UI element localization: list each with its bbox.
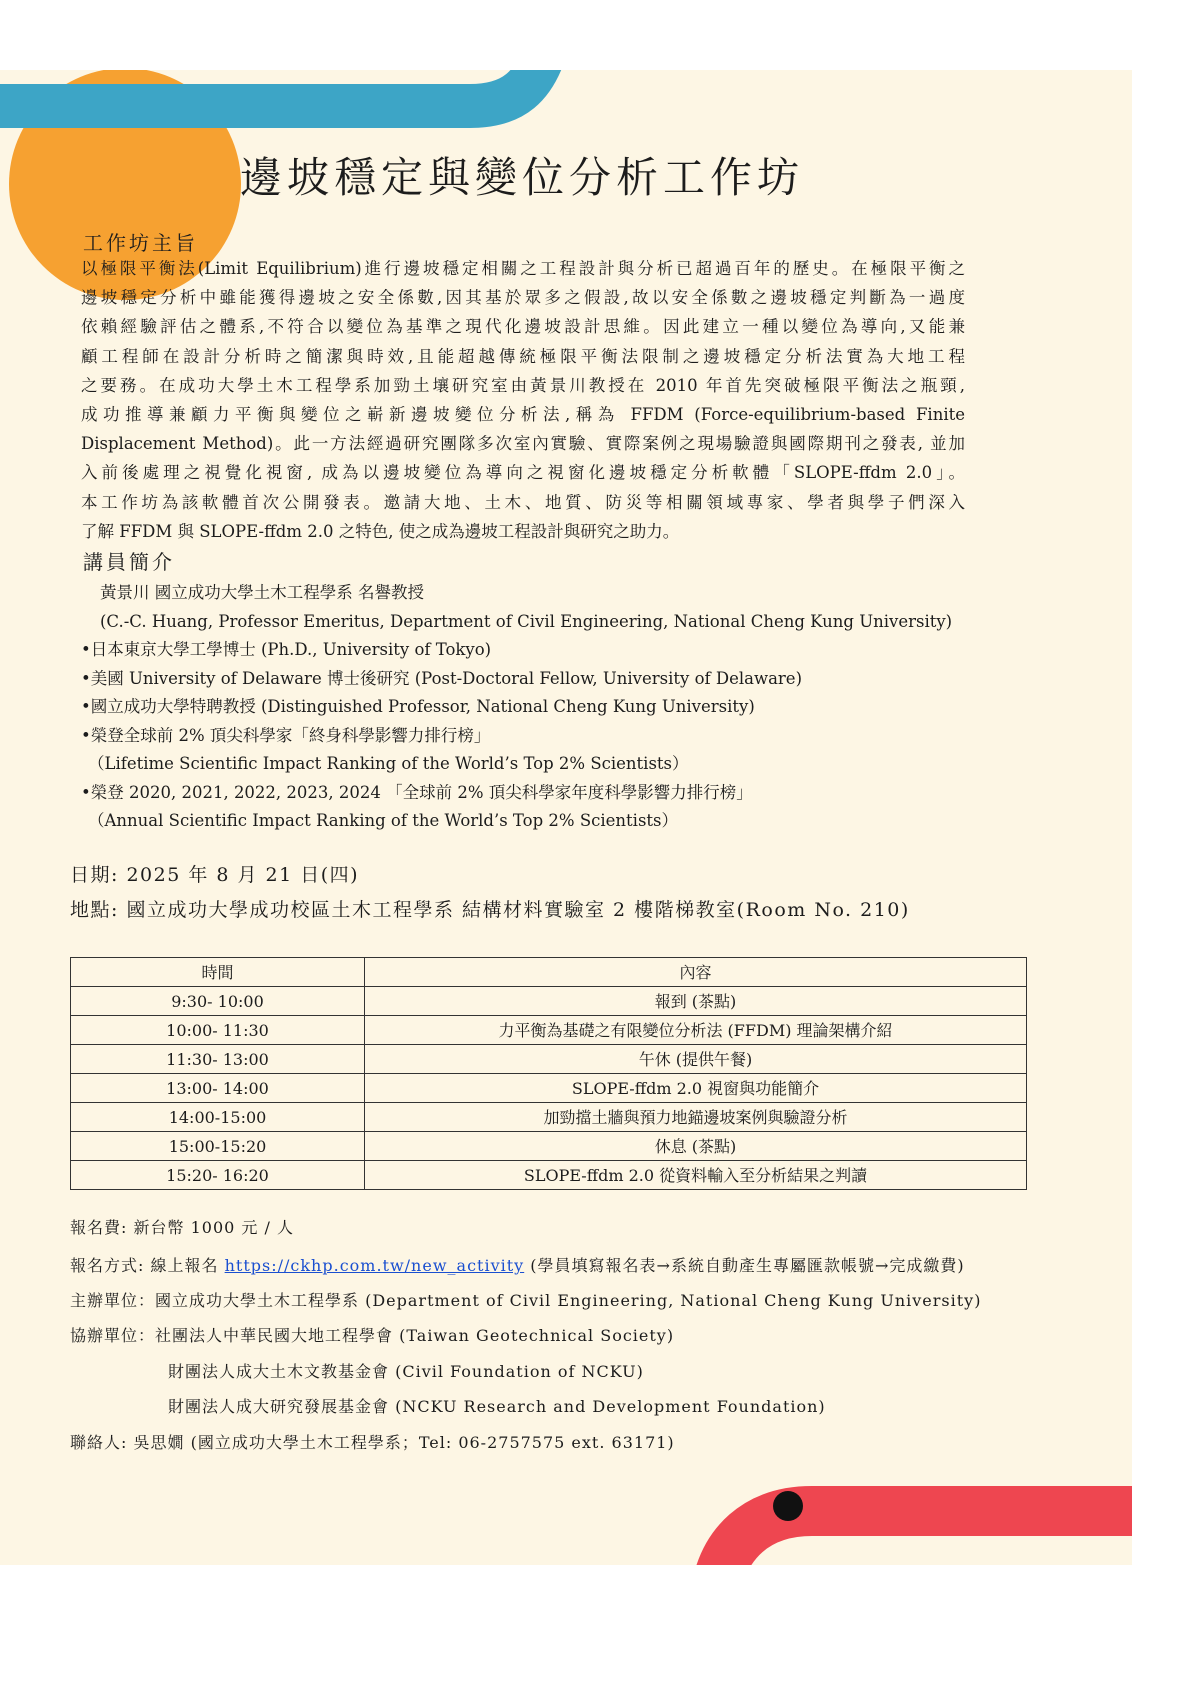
speaker-credential-note: （Lifetime Scientific Impact Ranking of the World’s Top 2% Scientists） [88, 754, 689, 773]
schedule-content: SLOPE-ffdm 2.0 視窗與功能簡介 [365, 1074, 1027, 1103]
schedule-time: 13:00- 14:00 [71, 1074, 365, 1103]
co-organizer-item: 財團法人成大研究發展基金會 (NCKU Research and Development Foundation) [168, 1397, 826, 1416]
organizer [70, 1289, 981, 1313]
registration-fee [70, 1216, 294, 1240]
registration-method [70, 1254, 965, 1278]
red-wave-decoration [716, 1511, 1132, 1565]
schedule-time: 11:30- 13:00 [71, 1045, 365, 1074]
speaker-credential-note: （Annual Scientific Impact Ranking of the World’s Top 2% Scientists） [88, 811, 679, 830]
purpose-line: 了解 FFDM 與 SLOPE-ffdm 2.0 之特色, 使之成為邊坡工程設計與研究之助力。 [81, 521, 680, 541]
schedule-row [71, 987, 1027, 1016]
speaker-credential: •榮登 2020, 2021, 2022, 2023, 2024 「全球前 2% 頂尖科學家年度科學影響力排行榜」 [81, 782, 753, 802]
schedule-time: 15:20- 16:20 [71, 1161, 365, 1190]
contact-label: 聯絡人: [70, 1433, 128, 1452]
speaker-credential: •國立成功大學特聘教授 (Distinguished Professor, National Cheng Kung University) [81, 697, 755, 716]
purpose-line: 本工作坊為該軟體首次公開發表。邀請大地、土木、地質、防災等相關領域專家、學者與學子們深入 [81, 492, 965, 512]
co-organizer-label: 協辦單位： [70, 1326, 156, 1345]
method-label: 報名方式: [70, 1256, 145, 1275]
purpose-line: 成功推導兼顧力平衡與變位之嶄新邊坡變位分析法,稱為 FFDM (Force-equilibrium-based Finite [81, 405, 965, 425]
schedule-content: 力平衡為基礎之有限變位分析法 (FFDM) 理論架構介紹 [365, 1016, 1027, 1045]
black-dot-decoration [773, 1491, 803, 1521]
schedule-content: 加勁擋土牆與預力地錨邊坡案例與驗證分析 [365, 1103, 1027, 1132]
schedule-time: 9:30- 10:00 [71, 987, 365, 1016]
purpose-line: Displacement Method)。此一方法經過研究團隊多次室內實驗、實際案例之現場驗證與國際期刊之發表, 並加 [81, 434, 965, 454]
schedule-content: SLOPE-ffdm 2.0 從資料輸入至分析結果之判讀 [365, 1161, 1027, 1190]
schedule-row [71, 1045, 1027, 1074]
schedule-header-content: 內容 [365, 958, 1027, 987]
schedule-row [71, 1161, 1027, 1190]
organizer-label: 主辦單位： [70, 1291, 156, 1310]
teal-wave-decoration [0, 70, 548, 106]
schedule-header-row [71, 958, 1027, 987]
organizer-value: 國立成功大學土木工程學系 (Department of Civil Engineering, National Cheng Kung University) [155, 1291, 982, 1310]
purpose-line: 顧工程師在設計分析時之簡潔與時效,且能超越傳統極限平衡法限制之邊坡穩定分析法實為大地工程 [81, 346, 965, 366]
schedule-row [71, 1132, 1027, 1161]
co-organizer [70, 1324, 674, 1348]
schedule-table [70, 957, 1027, 1190]
contact [70, 1431, 675, 1455]
schedule-row [71, 1103, 1027, 1132]
schedule-row [71, 1016, 1027, 1045]
flyer-poster [0, 70, 1132, 1565]
date-label: 日期: [70, 864, 119, 886]
purpose-line: 以極限平衡法(Limit Equilibrium)進行邊坡穩定相關之工程設計與分析已超過百年的歷史。在極限平衡之 [81, 259, 965, 278]
speaker-credential: •榮登全球前 2% 頂尖科學家「終身科學影響力排行榜」 [81, 725, 491, 745]
speaker-credential: •日本東京大學工學博士 (Ph.D., University of Tokyo) [81, 640, 492, 659]
schedule-time: 10:00- 11:30 [71, 1016, 365, 1045]
purpose-heading: 工作坊主旨 [83, 231, 198, 255]
speaker-heading: 講員簡介 [83, 550, 175, 574]
fee-value: 新台幣 1000 元 / 人 [133, 1218, 294, 1237]
contact-value: 吳思嫺 (國立成功大學土木工程學系；Tel: 06-2757575 ext. 63171) [133, 1433, 675, 1452]
schedule-content: 報到 (茶點) [365, 987, 1027, 1016]
schedule-content: 休息 (茶點) [365, 1132, 1027, 1161]
event-location [70, 897, 910, 923]
purpose-line: 依賴經驗評估之體系,不符合以變位為基準之現代化邊坡設計思維。因此建立一種以變位為導向,又能兼 [81, 317, 965, 337]
speaker-name-english: (C.-C. Huang, Professor Emeritus, Department of Civil Engineering, National Cheng Kung University) [100, 611, 953, 631]
method-prefix: 線上報名 [150, 1256, 219, 1275]
speaker-bio [81, 579, 1081, 836]
fee-label: 報名費: [70, 1218, 128, 1237]
location-label: 地點: [70, 899, 119, 921]
method-steps: (學員填寫報名表→系統自動產生專屬匯款帳號→完成繳費) [530, 1256, 965, 1275]
location-value: 國立成功大學成功校區土木工程學系 結構材料實驗室 2 樓階梯教室(Room No. 210) [126, 899, 910, 921]
purpose-line: 之要務。在成功大學土木工程學系加勁土壤研究室由黃景川教授在 2010 年首先突破極限平衡法之瓶頸, [81, 375, 965, 395]
schedule-content: 午休 (提供午餐) [365, 1045, 1027, 1074]
schedule-time: 14:00-15:00 [71, 1103, 365, 1132]
event-date [70, 862, 359, 888]
page-title: 邊坡穩定與變位分析工作坊 [239, 153, 804, 202]
speaker-credential: •美國 University of Delaware 博士後研究 (Post-Doctoral Fellow, University of Delaware) [81, 668, 803, 688]
date-value: 2025 年 8 月 21 日(四) [126, 864, 360, 886]
schedule-time: 15:00-15:20 [71, 1132, 365, 1161]
purpose-paragraph [81, 254, 965, 546]
registration-link[interactable]: https://ckhp.com.tw/new_activity [224, 1256, 525, 1275]
co-organizer-item: 社團法人中華民國大地工程學會 (Taiwan Geotechnical Society) [155, 1326, 675, 1345]
schedule-header-time: 時間 [71, 958, 365, 987]
schedule-row [71, 1074, 1027, 1103]
co-organizer-item: 財團法人成大土木文教基金會 (Civil Foundation of NCKU) [168, 1362, 644, 1381]
speaker-name: 黃景川 國立成功大學土木工程學系 名譽教授 [100, 583, 424, 602]
purpose-line: 邊坡穩定分析中雖能獲得邊坡之安全係數,因其基於眾多之假設,故以安全係數之邊坡穩定判斷為一過度 [81, 288, 965, 308]
purpose-line: 入前後處理之視覺化視窗, 成為以邊坡變位為導向之視窗化邊坡穩定分析軟體「SLOPE-ffdm 2.0」。 [81, 463, 965, 483]
